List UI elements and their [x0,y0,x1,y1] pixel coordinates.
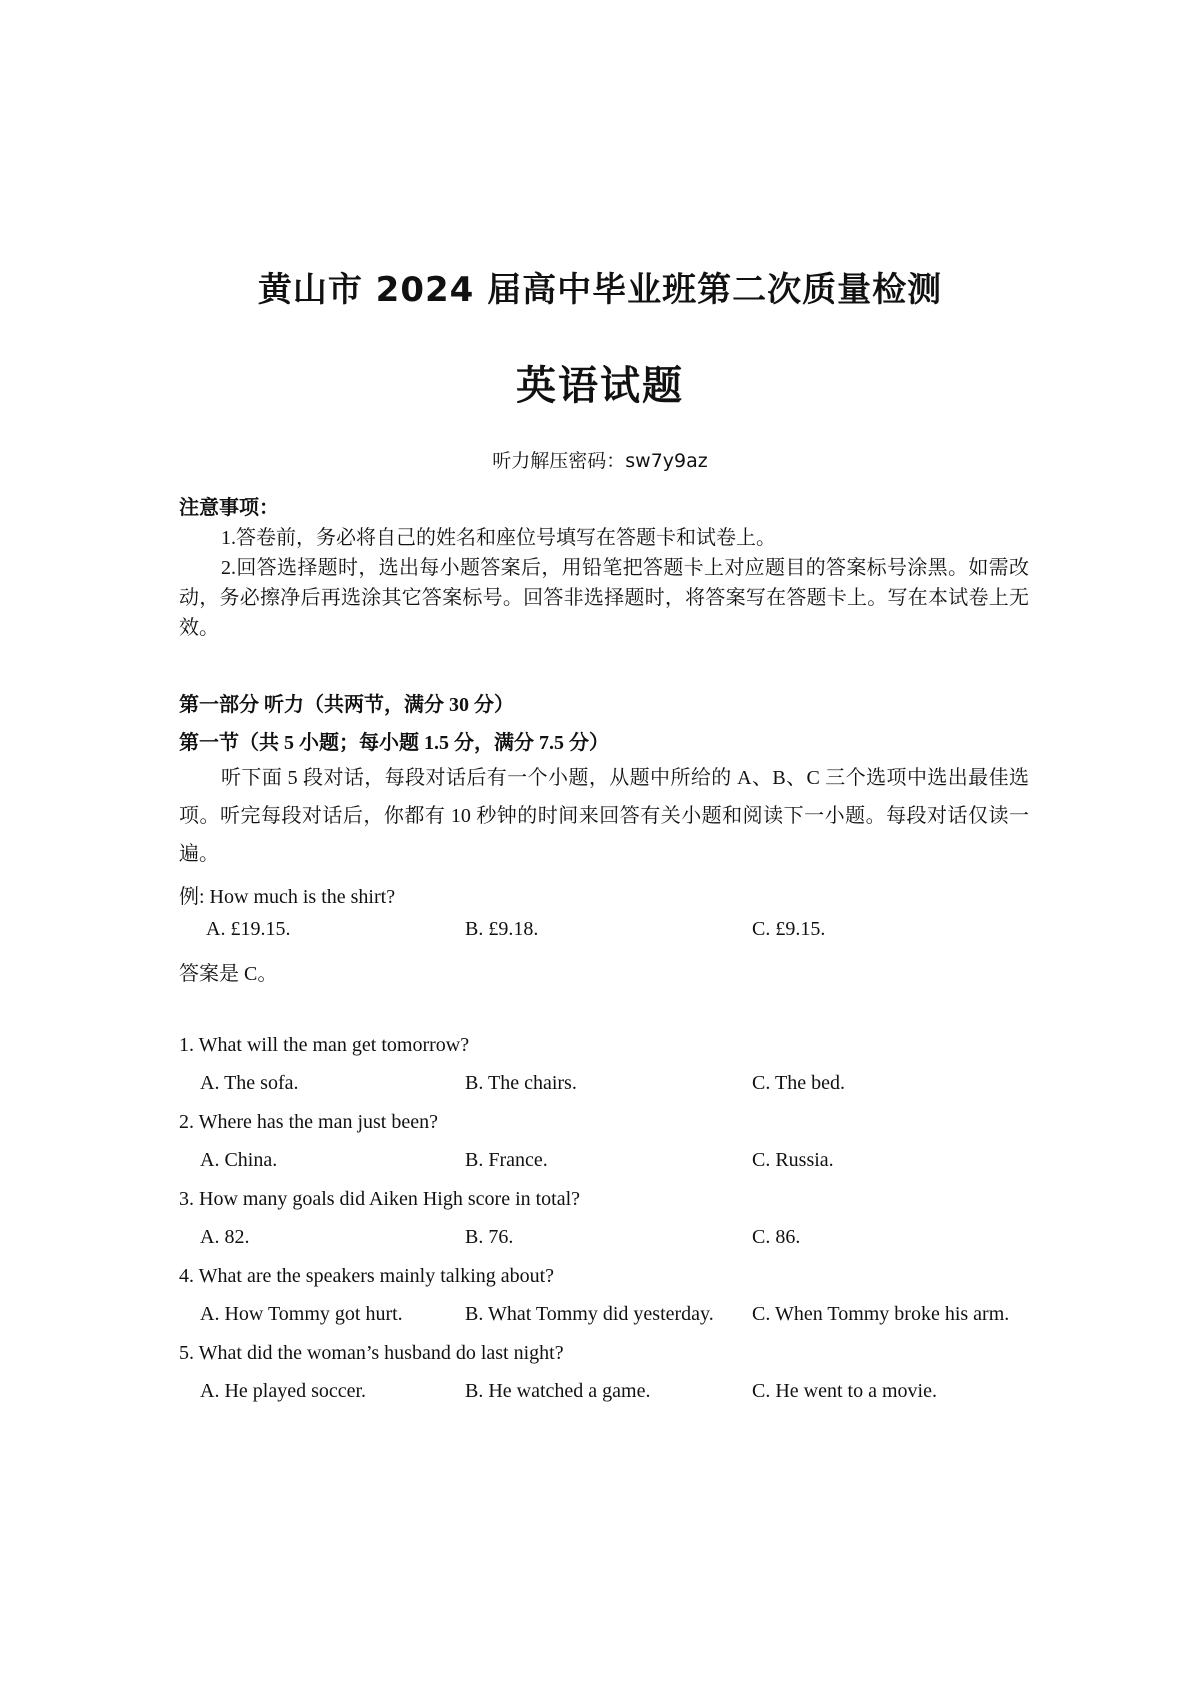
q5-option-a: A. He played soccer. [200,1380,367,1402]
q2-option-c: C. Russia. [752,1149,834,1171]
question-2: 2. Where has the man just been? [179,1111,438,1133]
q4-option-c: C. When Tommy broke his arm. [752,1303,1010,1325]
example-question: 例: How much is the shirt? [179,886,396,908]
section1-instructions: 听下面 5 段对话，每段对话后有一个小题，从题中所给的 A、B、C 三个选项中选出最佳选项。听完每段对话后，你都有 10 秒钟的时间来回答有关小题和阅读下一小题。每段对话仅读一遍。 [179,767,1029,865]
q3-option-b: B. 76. [465,1226,514,1248]
q1-option-b: B. The chairs. [465,1072,577,1094]
part1-heading: 第一部分 听力（共两节，满分 30 分） [179,694,514,716]
question-1: 1. What will the man get tomorrow? [179,1034,470,1056]
question-5: 5. What did the woman’s husband do last night? [179,1342,564,1364]
q1-option-a: A. The sofa. [200,1072,299,1094]
q4-option-b: B. What Tommy did yesterday. [465,1303,714,1325]
notes-title: 注意事项： [179,497,279,519]
section1-heading: 第一节（共 5 小题；每小题 1.5 分，满分 7.5 分） [179,732,609,754]
question-3: 3. How many goals did Aiken High score in total? [179,1188,581,1210]
q2-option-b: B. France. [465,1149,548,1171]
q4-option-a: A. How Tommy got hurt. [200,1303,403,1325]
note-item-2: 2.回答选择题时，选出每小题答案后，用铅笔把答题卡上对应题目的答案标号涂黑。如需改动，务必擦净后再选涂其它答案标号。回答非选择题时，将答案写在答题卡上。写在本试卷上无效。 [179,557,1029,639]
example-option-a: A. £19.15. [206,918,291,940]
question-4: 4. What are the speakers mainly talking about? [179,1265,555,1287]
listening-password: 听力解压密码：sw7y9az [492,450,708,472]
q3-option-c: C. 86. [752,1226,801,1248]
example-option-c: C. £9.15. [752,918,826,940]
q5-option-c: C. He went to a movie. [752,1380,937,1402]
q3-option-a: A. 82. [200,1226,250,1248]
example-answer: 答案是 C。 [179,963,278,985]
q5-option-b: B. He watched a game. [465,1380,651,1402]
q2-option-a: A. China. [200,1149,278,1171]
exam-title: 黄山市 2024 届高中毕业班第二次质量检测 [257,270,943,310]
notes-section [179,493,1029,643]
note-item-1: 1.答卷前，务必将自己的姓名和座位号填写在答题卡和试卷上。 [221,527,776,549]
q1-option-c: C. The bed. [752,1072,845,1094]
subject-title: 英语试题 [516,363,684,409]
example-option-b: B. £9.18. [465,918,539,940]
